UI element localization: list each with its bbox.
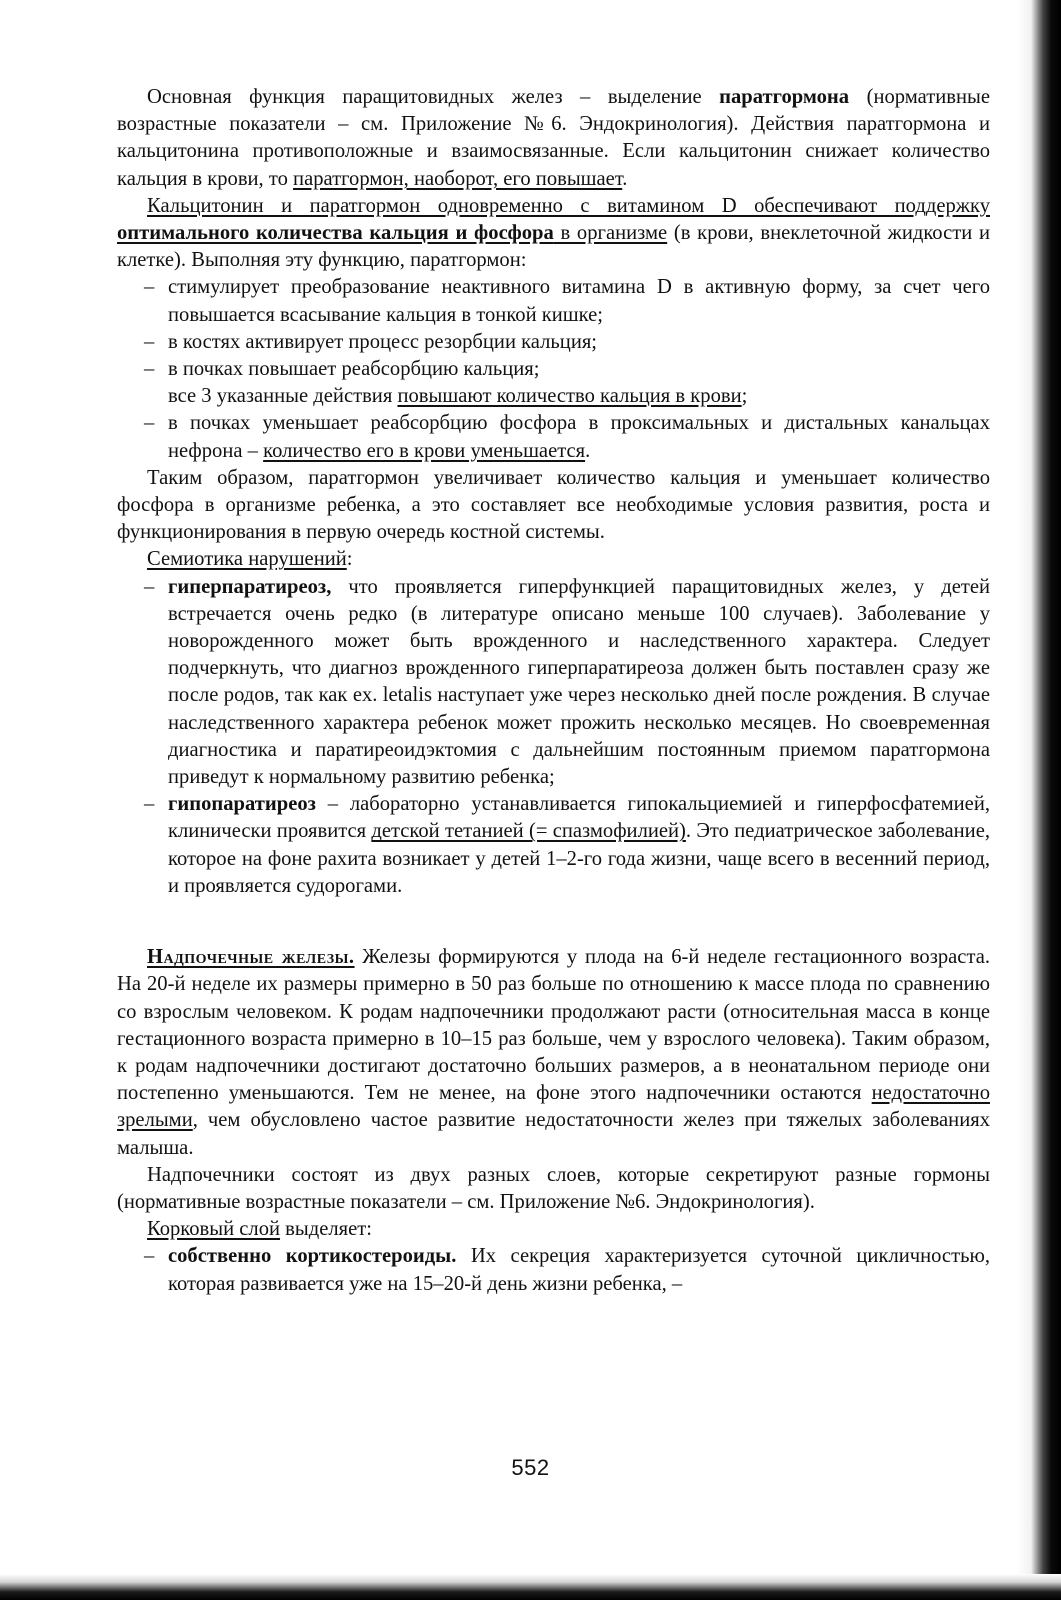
list-item-hyperparathyroidism: – гиперпаратиреоз, что проявляется гиперфункцией паращитовидных желез, у детей встречается очень редко (в литературе описано меньше 100 случаев). Заболевание у новорожденного может быть врожденного и наследственного характера. Следует подчеркнуть, что диагноз врожденного гиперпаратиреоза должен быть поставлен сразу же после родов, так как ex. letalis наступает уже через несколько дней после рождения. В случае наследственного характера ребенок может прожить несколько месяцев. Но своевременная диагностика и паратиреоидэктомия с дальнейшим постоянным приемом паратгормона приведут к нормальному развитию ребенка;: [168, 574, 990, 792]
paragraph-parathormone-function: Основная функция паращитовидных желез – выделение паратгормона (нормативные возрастные показатели – см. Приложение №6. Эндокринология). Действия паратгормона и кальцитонина противоположные и взаимосвязанные. Если кальцитонин снижает количество кальция в крови, то паратгормон, наоборот, его повышает.: [117, 86, 990, 190]
scan-edge-right: [1017, 0, 1061, 1600]
term-parathormone: паратгормона: [719, 86, 850, 108]
paragraph-adrenal-glands: Надпочечные железы. Железы формируются у плода на 6-й неделе гестационного возраста. На 20-й неделе их размеры примерно в 50 раз больше по отношению к массе плода по сравнению со взрослым человеком. К родам надпочечники продолжают расти (относительная масса в конце гестационного возраста примерно в 10–15 раз больше, чем у взрослого человека). Таким образом, к родам надпочечники достигают достаточно больших размеров, а в неонатальном периоде они постепенно уменьшаются. Тем не менее, на фоне этого надпочечники остаются недостаточно зрелыми, чем обусловлено частое развитие недостаточности желез при тяжелых заболеваниях малыша.: [117, 946, 990, 1159]
section-heading-adrenal: Надпочечные железы.: [147, 946, 355, 969]
list-item: – в костях активирует процесс резорбции кальция;: [168, 329, 990, 356]
parathormone-actions-list: [117, 274, 990, 383]
cortex-list: [117, 1243, 990, 1297]
paragraph-adrenal-layers: Надпочечники состоят из двух разных слоев, которые секретируют разные гормоны (нормативные возрастные показатели – см. Приложение №6. Эндокринология).: [117, 1163, 990, 1213]
section-gap: [117, 900, 990, 944]
parathormone-actions-list-2: [117, 410, 990, 464]
paragraph-calcium-phosphorus: Кальцитонин и паратгормон одновременно с витамином D обеспечивают поддержку оптимального количества кальция и фосфора в организме (в крови, внеклеточной жидкости и клетке). Выполняя эту функцию, паратгормон:: [117, 194, 990, 272]
page-number: 552: [511, 1455, 550, 1480]
cortex-heading: Корковый слой выделяет:: [147, 1218, 372, 1241]
list-item: – стимулирует преобразование неактивного витамина D в активную форму, за счет чего повышается всасывание кальция в тонкой кишке;: [168, 274, 990, 328]
scan-edge-bottom: [0, 1574, 1061, 1600]
underlined-phrase: паратгормон, наоборот, его повышает: [293, 167, 623, 190]
semiotics-list: [117, 574, 990, 900]
actions-summary: все 3 указанные действия повышают количество кальция в крови;: [168, 385, 748, 408]
list-item: – в почках уменьшает реабсорбцию фосфора в проксимальных и дистальных канальцах нефрона – количество его в крови уменьшается.: [168, 410, 990, 464]
list-item: – в почках повышает реабсорбцию кальция;: [168, 356, 990, 383]
list-item: – собственно кортикостероиды. Их секреция характеризуется суточной цикличностью, которая развивается уже на 15–20-й день жизни ребенка, –: [168, 1243, 990, 1297]
semiotics-heading: Семиотика нарушений:: [147, 548, 353, 571]
list-item-hypoparathyroidism: – гипопаратиреоз – лабораторно устанавливается гипокальциемией и гиперфосфатемией, клинически проявится детской тетанией (= спазмофилией). Это педиатрическое заболевание, которое на фоне рахита возникает у детей 1–2-го года жизни, чаще всего в весенний период, и проявляется судорогами.: [168, 791, 990, 900]
bold-underlined-phrase: оптимального количества кальция и фосфора: [117, 222, 554, 245]
page-body: [117, 84, 990, 1298]
paragraph-conclusion: Таким образом, паратгормон увеличивает количество кальция и уменьшает количество фосфора в организме ребенка, а это составляет все необходимые условия развития, роста и функционирования в первую очередь костной системы.: [117, 466, 990, 544]
